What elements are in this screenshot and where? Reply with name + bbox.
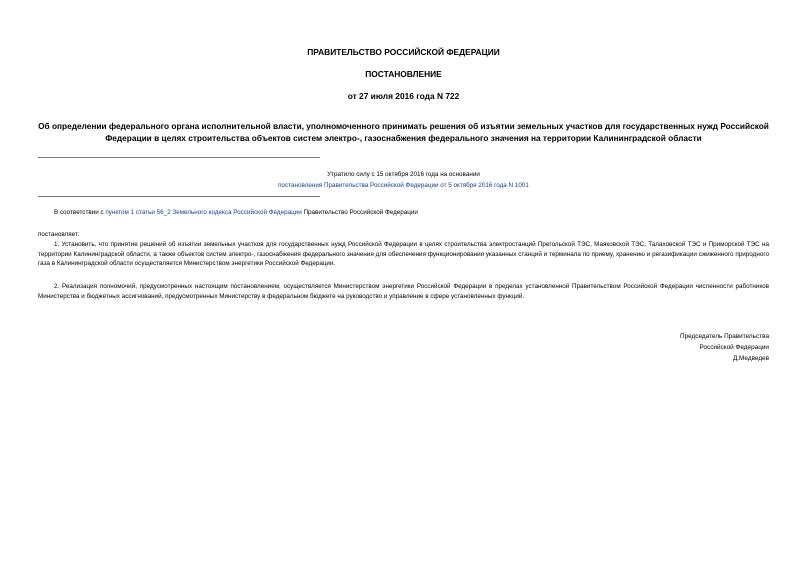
organization-heading: ПРАВИТЕЛЬСТВО РОССИЙСКОЙ ФЕДЕРАЦИИ	[307, 47, 500, 57]
status-note	[38, 169, 769, 191]
divider-bottom	[38, 196, 320, 197]
document-title: Об определении федерального органа исполнительной власти, уполномоченного принимать решения об изъятии земельных участков для государственных нужд Российской Федерации в целях строительства объектов систем электро-, газоснабжения федерального значения на территории Калининградской области	[38, 121, 769, 143]
repeal-decree-link[interactable]: постановления Правительства Российской Федерации от 5 октября 2016 года N 1001	[278, 182, 529, 189]
status-note-text: Утратило силу с 15 октября 2016 года на основании	[327, 171, 480, 178]
land-code-link[interactable]: пунктом 1 статьи 56_2 Земельного кодекса Российской Федерации	[105, 209, 302, 216]
decrees-word: постановляет:	[38, 231, 80, 238]
preamble-text-after: Правительство Российской Федерации	[301, 209, 418, 216]
signature-block	[680, 331, 769, 364]
divider-top	[38, 157, 320, 158]
preamble-paragraph	[38, 208, 769, 218]
signature-name: Д.Медведев	[732, 355, 769, 362]
document-type-heading: ПОСТАНОВЛЕНИЕ	[365, 69, 442, 79]
signature-position-line2: Российской Федерации	[699, 344, 769, 351]
clause-1: 1. Установить, что принятие решений об изъятии земельных участков для государственных нужд Российской Федерации в целях строительства электростанций Прегольской ТЭС, Маяковской ТЭС, Талаховской ТЭС и Приморской ТЭС на территории Калининградской области, а также объектов систем электро-, газоснабжения федерального значения для обеспечения функционирования указанных станций и терминала по приему, хранению и регазификации сжиженного природного газа в Калининградской области осуществляется Министерством энергетики Российской Федерации.	[38, 241, 769, 267]
signature-position-line1: Председатель Правительства	[680, 333, 769, 340]
document-date: от 27 июля 2016 года N 722	[347, 91, 460, 101]
clause-2: 2. Реализация полномочий, предусмотренных настоящим постановлением, осуществляется Министерством энергетики Российской Федерации в пределах установленной Правительством Российской Федерации численности работников Министерства и бюджетных ассигнований, предусмотренных Министерству в федеральном бюджете на руководство и управление в сфере установленных функций.	[38, 283, 769, 300]
preamble-text-before: В соответствии с	[54, 209, 106, 216]
